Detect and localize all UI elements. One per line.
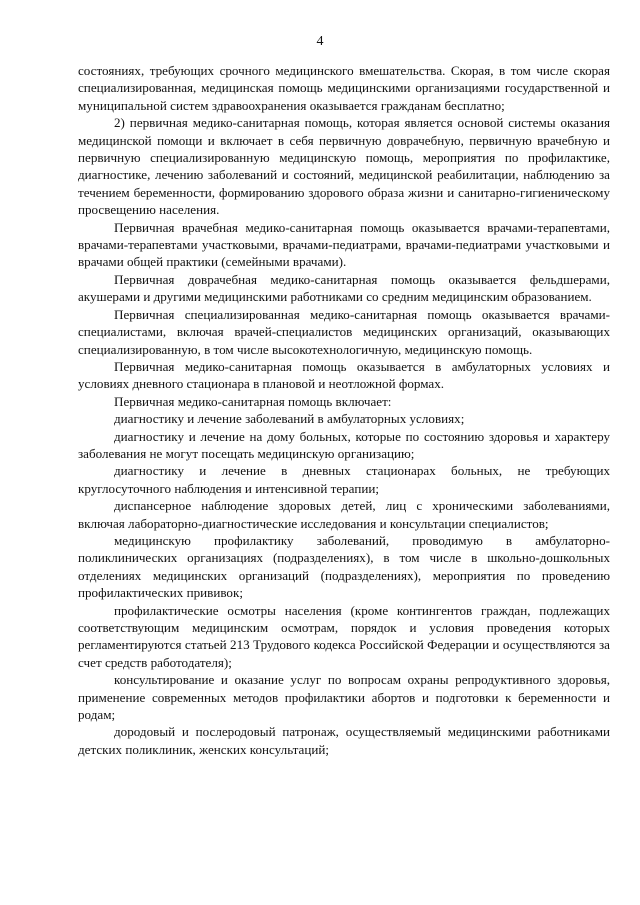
list-item: профилактические осмотры населения (кроме контингентов граждан, подлежащих соответствующим медицинским осмотрам, порядок и условия проведения которых регламентируются статьей 213 Трудового кодекса Российской Федерации и осуществляются за счет средств работодателя); xyxy=(78,602,610,670)
list-item: диагностику и лечение заболеваний в амбулаторных условиях; xyxy=(114,411,465,427)
paragraph-continuation: состояниях, требующих срочного медицинского вмешательства. Скорая, в том числе скорая специализированная, медицинская помощь медицинскими организациями государственной и муниципальной систем здравоохранения оказывается гражданам бесплатно; xyxy=(78,63,610,113)
paragraph: Первичная специализированная медико-санитарная помощь оказывается врачами-специалистами, включая врачей-специалистов медицинских организаций, оказывающих специализированную, в том числе высокотехнологичную, медицинскую помощь. xyxy=(78,306,610,357)
list-item: дородовый и послеродовый патронаж, осуществляемый медицинскими работниками детских поликлиник, женских консультаций; xyxy=(78,724,610,757)
paragraph: 2) первичная медико-санитарная помощь, которая является основой системы оказания медицинской помощи и включает в себя первичную доврачебную, первичную врачебную и первичную специализированную медицинскую помощь, мероприятия по профилактике, диагностике, лечению заболеваний и состояний, медицинской реабилитации, наблюдению за течением беременности, формированию здорового образа жизни и санитарно-гигиеническому просвещению населения. xyxy=(78,115,610,218)
list-item: диагностику и лечение в дневных стационарах больных, не требующих круглосуточного наблюдения и интенсивной терапии; xyxy=(78,463,610,496)
paragraph: Первичная врачебная медико-санитарная помощь оказывается врачами-терапевтами, врачами-терапевтами участковыми, врачами-педиатрами, врачами-педиатрами участковыми и врачами общей практики (семейными врачами). xyxy=(78,219,610,270)
paragraph: Первичная медико-санитарная помощь включает: xyxy=(114,393,392,409)
page-number: 4 xyxy=(316,34,324,49)
paragraph: Первичная доврачебная медико-санитарная помощь оказывается фельдшерами, акушерами и другими медицинскими работниками со средним медицинским образованием. xyxy=(78,271,610,305)
paragraph: Первичная медико-санитарная помощь оказывается в амбулаторных условиях и условиях дневного стационара в плановой и неотложной формах. xyxy=(78,358,610,392)
list-item: консультирование и оказание услуг по вопросам охраны репродуктивного здоровья, применение современных методов профилактики абортов и подготовки к беременности и родам; xyxy=(78,672,610,723)
list-item: диагностику и лечение на дому больных, которые по состоянию здоровья и характеру заболевания не могут посещать медицинскую организацию; xyxy=(78,428,610,461)
list-item: медицинскую профилактику заболеваний, проводимую в амбулаторно-поликлинических организациях (подразделениях), в том числе в школьно-дошкольных отделениях медицинских организаций (подразделениях), мероприятия по проведению профилактических прививок; xyxy=(78,532,610,601)
list-item: диспансерное наблюдение здоровых детей, лиц с хроническими заболеваниями, включая лабораторно-диагностические исследования и консультации специалистов; xyxy=(78,498,610,531)
document-body xyxy=(78,62,610,758)
